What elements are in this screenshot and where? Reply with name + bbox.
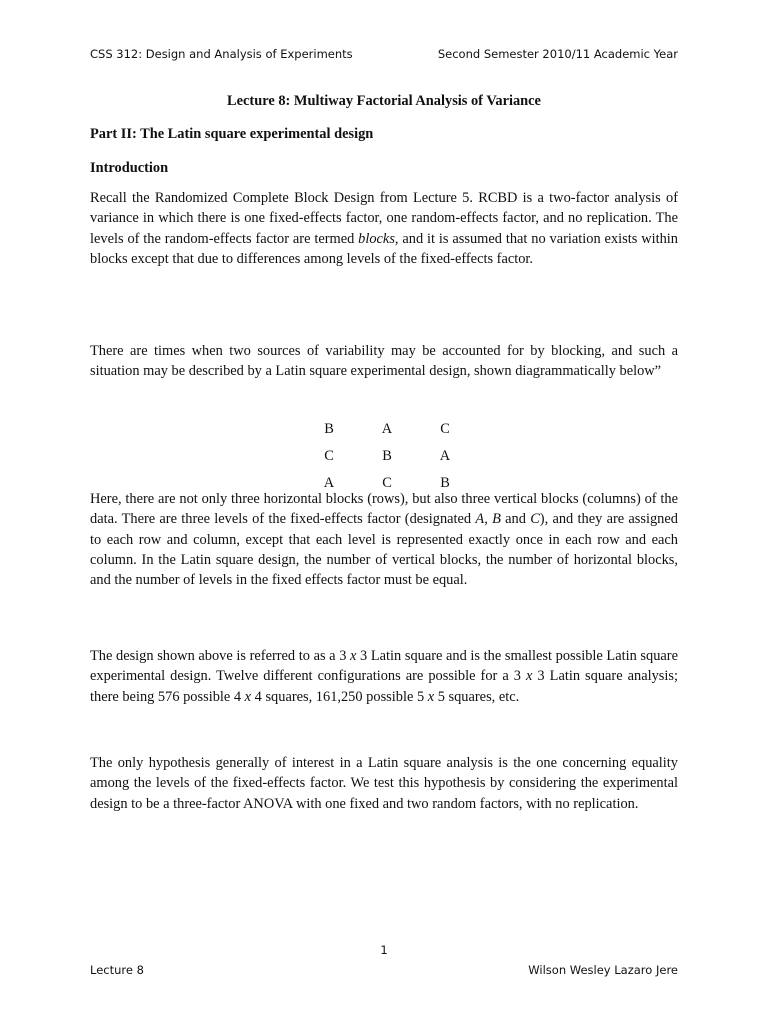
paragraph-text: ), and they are assigned to each row and column, except that each level is represented exactly once in each row and each column. In the Latin square design, the number of vertical blocks, the number of horizontal blocks, and the number of levels in the fixed effects factor must be equal. [90,511,678,589]
emphasis-times: x [427,688,435,705]
latin-square-cell: A [323,475,335,491]
latin-square-cell: B [324,421,334,437]
header-semester: Second Semester 2010/11 Academic Year [437,47,678,61]
latin-square-cell: C [324,448,334,464]
paragraph-two-sources: There are times when two sources of variability may be accounted for by blocking, and such a situation may be described by a Latin square experimental design, shown diagrammatically below” [90,343,678,380]
paragraph-text: 5 squares, etc. [434,688,520,705]
paragraph-text: 3 Latin square analysis; there being 576 possible 4 [90,668,679,705]
running-header [90,47,678,61]
paragraph-hypothesis: The only hypothesis generally of interest in a Latin square analysis is the one concerning equality among the levels of the fixed-effects factor. We test this hypothesis by considering the experimental design to be a three-factor ANOVA with one fixed and two random factors, with no replication. [90,755,678,812]
page-number: 1 [380,943,388,957]
section-heading: Introduction [90,160,169,176]
latin-square-cell: C [382,475,392,491]
emphasis-blocks: blocks [358,230,395,247]
paragraph-rcbd-recall [90,188,678,269]
emphasis-times: x [244,688,252,705]
emphasis-times: x [526,668,533,685]
paragraph-text: 3 Latin square and is the smallest possible Latin square experimental design. Twelve different configurations are possible for a 3 [90,648,678,685]
latin-square-cell: A [381,421,393,437]
latin-square-row [300,443,476,470]
latin-square-row [300,416,476,443]
paragraph-text: The design shown above is referred to as a 3 [90,648,351,664]
latin-square-cell: A [439,448,451,464]
latin-square-cell: B [382,448,392,464]
emphasis-times: x [350,648,357,664]
paragraph-blocks-explanation [90,489,678,590]
latin-square-cell: B [440,475,450,491]
latin-square-cell: C [440,421,450,437]
lecture-title: Lecture 8: Multiway Factorial Analysis of Variance [227,93,541,109]
footer-author: Wilson Wesley Lazaro Jere [528,963,678,977]
paragraph-text: Here, there are not only three horizontal blocks (rows), but also three vertical blocks (columns) of the data. There are three levels of the fixed-effects factor (designated [90,491,678,528]
paragraph-text: , and it is assumed that no variation exists within blocks except that due to differences among levels of the fixed-effects factor. [90,230,678,267]
emphasis-level-a: A [475,511,485,528]
paragraph-text: Recall the Randomized Complete Block Design from Lecture 5. RCBD is a two-factor analysis of variance in which there is one fixed-effects factor, one random-effects factor, and no replication. The levels of the random-effects factor are termed [90,190,678,247]
footer-lecture-label: Lecture 8 [90,963,144,977]
paragraph-text: , [484,511,493,528]
paragraph-square-sizes [90,646,678,707]
emphasis-level-c: C [530,511,540,528]
paragraph-text: 4 squares, 161,250 possible 5 [251,688,428,705]
header-course-title: CSS 312: Design and Analysis of Experiments [90,47,353,61]
latin-square-diagram [300,416,476,497]
emphasis-level-b: B [492,511,501,528]
part-title: Part II: The Latin square experimental design [90,126,374,142]
running-footer [90,963,678,977]
paragraph-text: and [500,511,531,528]
